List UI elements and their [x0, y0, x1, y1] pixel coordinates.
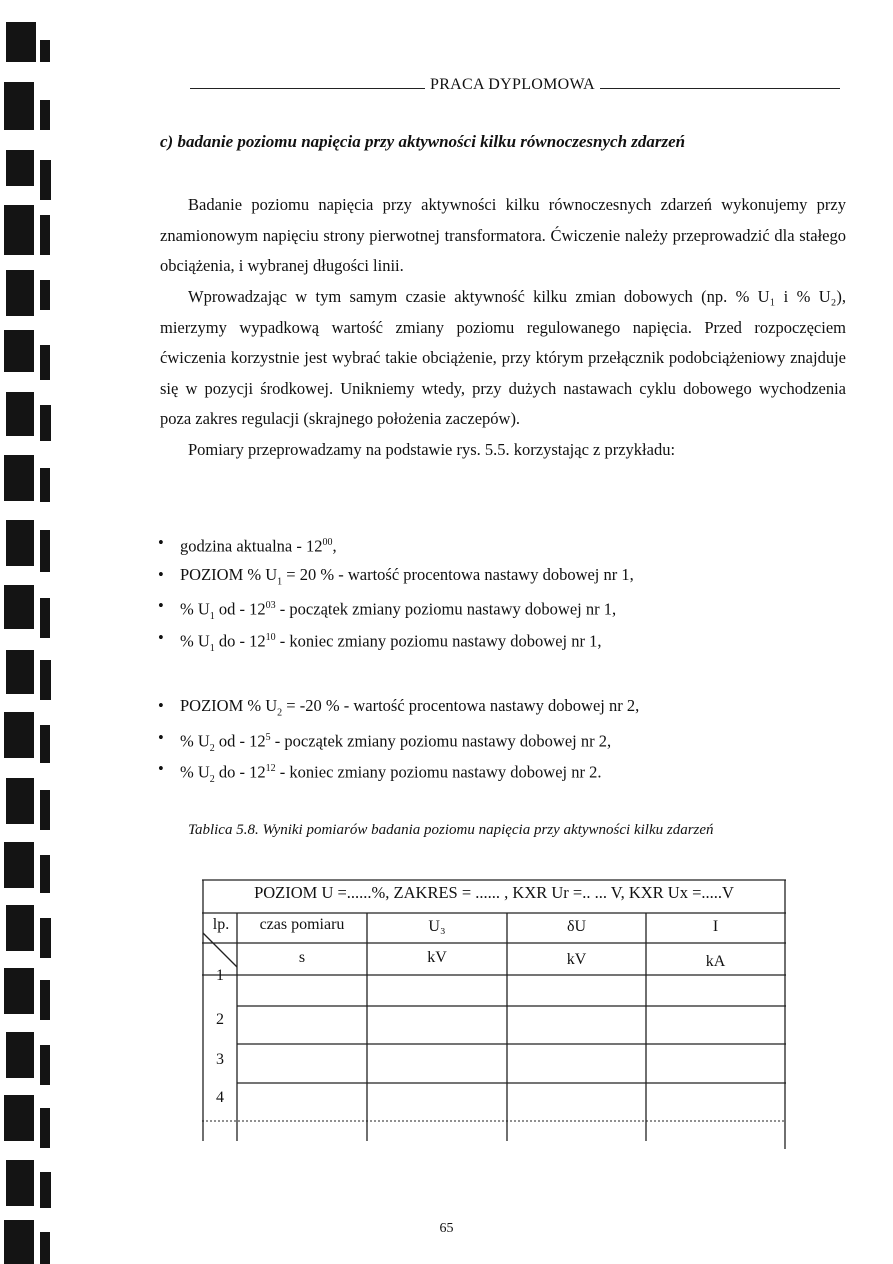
row-number-1: 1 — [216, 967, 224, 984]
col-header-delta-u: δU — [566, 918, 587, 935]
row-number-3: 3 — [216, 1051, 224, 1068]
col-header-lp: lp. — [212, 916, 230, 933]
bullet-text-post: = 20 % - wartość procentowa nastawy dobowej nr 1, — [282, 564, 634, 584]
bullet-text-post: , — [332, 536, 337, 556]
bullet-text-sub: 2 — [277, 707, 283, 719]
header-rule-left — [190, 88, 425, 89]
row-number-2: 2 — [216, 1011, 224, 1028]
bullet-text-pre: % U — [180, 762, 210, 782]
bullet-item — [158, 590, 634, 622]
bullet-dot: • — [158, 696, 164, 715]
bullet-item — [158, 690, 639, 722]
bullet-text-sub: 2 — [209, 773, 215, 785]
bullet-text-sup: 03 — [265, 600, 276, 611]
bullet-dot: • — [158, 596, 164, 615]
bullet-item — [158, 527, 634, 559]
paragraph-3 — [160, 435, 846, 466]
bullet-dot: • — [158, 627, 164, 647]
unit-s: s — [298, 949, 306, 966]
paragraph-1 — [160, 190, 846, 282]
bullet-text-post: - początek zmiany poziomu nastawy dobowej nr 2, — [270, 731, 612, 750]
bullet-dot: • — [158, 533, 164, 552]
bullet-text-post: - koniec zmiany poziomu nastawy dobowej nr 1, — [275, 631, 602, 650]
bullet-text-post: - początek zmiany poziomu nastawy dobowej nr 1, — [275, 599, 617, 619]
header-title: PRACA DYPLOMOWA — [430, 76, 595, 93]
bullet-text-post: = -20 % - wartość procentowa nastawy dobowej nr 2, — [282, 696, 640, 715]
bullet-text-post: - koniec zmiany poziomu nastawy dobowej nr 2. — [275, 762, 602, 782]
paragraph-2-text: Wprowadzając w tym samym czasie aktywność kilku zmian dobowych (np. % U₁ i % U₂), mierzymy wypadkową wartość zmiany poziomu regulowanego napięcia. Przed rozpoczęciem ćwiczenia korzystnie jest wybrać takie obciążenie, przy którym przełącznik podobciążeniowy znajduje się w pozycji środkowej. Unikniemy wtedy, przy dużych nastawach cyklu dobowego wychodzenia poza zakres regulacji (skrajnego położenia zaczepów). — [160, 287, 846, 428]
col-header-i: I — [712, 918, 719, 935]
bullet-item — [158, 622, 634, 654]
bullet-text-pre: POZIOM % U — [180, 696, 278, 715]
bullet-text-pre: % U — [180, 631, 210, 650]
header-rule-right — [600, 88, 840, 89]
bullet-text-mid: od - 12 — [214, 599, 266, 619]
paragraph-2 — [160, 282, 846, 435]
bullet-text-sub: 1 — [209, 642, 215, 654]
table-caption: Tablica 5.8. Wyniki pomiarów badania poziomu napięcia przy aktywności kilku zdarzeń — [188, 822, 714, 838]
bullet-text-mid: od - 12 — [214, 731, 266, 750]
bullet-text-sup: 12 — [265, 763, 276, 774]
table-top-header: POZIOM U =......%, ZAKRES = ...... , KXR Ur =.. ... V, KXR Ux =.....V — [254, 883, 734, 902]
bullet-text-pre: % U — [180, 599, 210, 619]
unit-kv-u3: kV — [427, 949, 447, 966]
binding-edge-artifact — [0, 0, 60, 1264]
table-grid — [202, 871, 786, 1151]
bullet-list-nastawa-1 — [158, 527, 634, 653]
bullet-dot: • — [158, 759, 164, 778]
row-number-4: 4 — [216, 1089, 224, 1106]
paragraph-3-text: Pomiary przeprowadzamy na podstawie rys. 5.5. korzystając z przykładu: — [188, 440, 676, 459]
bullet-item — [158, 753, 639, 785]
bullet-text-sup: 10 — [265, 631, 276, 643]
bullet-text-sub: 1 — [209, 610, 215, 622]
bullet-text-sub: 2 — [209, 742, 215, 754]
bullet-text-mid: do - 12 — [214, 631, 266, 650]
bullet-text-sub: 1 — [277, 575, 283, 587]
unit-ka: kA — [705, 953, 726, 970]
page-number: 65 — [439, 1221, 454, 1236]
bullet-text-pre: POZIOM % U — [180, 564, 278, 584]
bullet-item — [158, 559, 634, 591]
paragraph-1-text: Badanie poziomu napięcia przy aktywności kilku równoczesnych zdarzeń wykonujemy przy znamionowym napięciu strony pierwotnej transformatora. Ćwiczenie należy przeprowadzić dla stałego obciążenia, i wybranej długości linii. — [160, 195, 846, 275]
bullet-item — [158, 722, 639, 754]
bullet-text-sup: 00 — [322, 537, 333, 548]
bullet-dot: • — [158, 564, 164, 584]
col-header-u3: U₃ — [428, 918, 446, 935]
bullet-text-sup: 5 — [265, 731, 271, 743]
bullet-text-pre: godzina aktualna - 12 — [180, 536, 323, 556]
bullet-dot: • — [158, 727, 164, 747]
results-table — [202, 871, 786, 1151]
unit-kv-delta-u: kV — [566, 951, 587, 968]
section-title: c) badanie poziomu napięcia przy aktywności kilku równoczesnych zdarzeń — [160, 132, 686, 151]
col-header-czas-pomiaru: czas pomiaru — [259, 916, 345, 933]
bullet-text-pre: % U — [180, 731, 210, 750]
bullet-text-mid: do - 12 — [214, 762, 266, 782]
bullet-list-nastawa-2 — [158, 690, 639, 785]
page-header — [190, 76, 840, 98]
